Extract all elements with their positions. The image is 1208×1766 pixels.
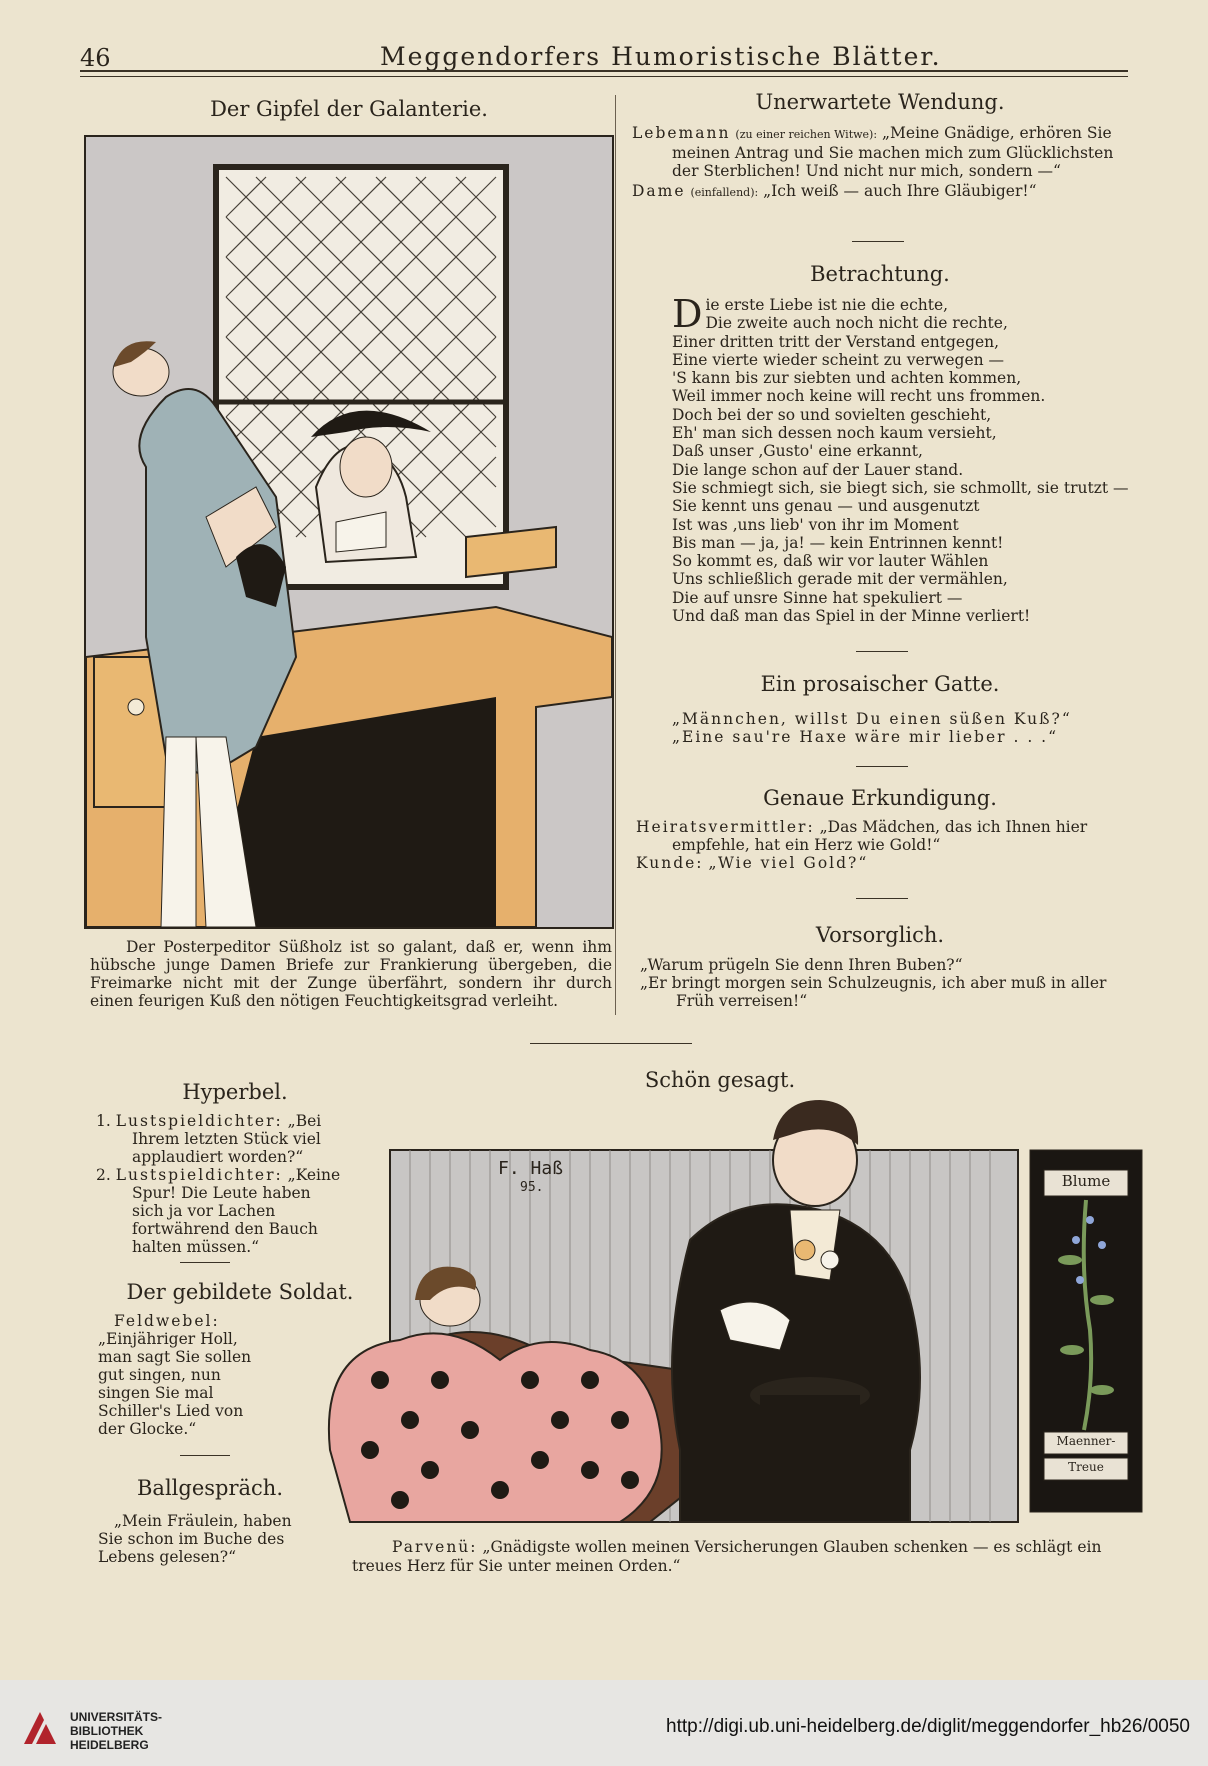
speaker-dame: Dame — [632, 182, 686, 200]
hyperbel-num-2: 2. — [96, 1166, 111, 1184]
dialogue-gatte — [672, 710, 1132, 746]
dialogue-vorsorglich — [640, 956, 1134, 1010]
article-title-hyperbel: Hyperbel. — [182, 1080, 288, 1104]
article-title-gatte: Ein prosaischer Gatte. — [760, 672, 1000, 696]
artist-signature: F. Haß — [498, 1158, 564, 1179]
poem-line: Die lange schon auf der Lauer stand. — [672, 460, 964, 479]
running-title: Meggendorfers Humoristische Blätter. — [380, 42, 942, 71]
poem-line: Weil immer noch keine will recht uns frommen. — [672, 387, 1046, 406]
article-title-erkundigung: Genaue Erkundigung. — [763, 786, 997, 810]
article-title-betrachtung: Betrachtung. — [810, 262, 950, 286]
hyperbel-speaker-1: Lustspieldichter: — [115, 1112, 283, 1130]
article-title-galanterie: Der Gipfel der Galanterie. — [210, 97, 488, 121]
line-heiratsvermittler: „Das Mädchen, das ich Ihnen hier empfehle, hat ein Herz wie Gold!“ — [672, 818, 1088, 854]
line-lebemann: „Meine Gnädige, erhören Sie meinen Antrag und Sie machen mich zum Glücklichsten der Sterblichen! Und nicht nur mich, sondern —“ — [672, 124, 1114, 180]
vorsorglich-line-2: „Er bringt morgen sein Schulzeugnis, ich aber muß in aller Früh verreisen!“ — [640, 974, 1107, 1010]
poem-betrachtung — [672, 292, 1129, 626]
poem-line: Ist was ‚uns lieb' von ihr im Moment — [672, 515, 959, 534]
speaker-parvenu: Parvenü: — [392, 1538, 478, 1556]
line-dame: „Ich weiß — auch Ihre Gläubiger!“ — [763, 182, 1037, 200]
poem-line: Uns schließlich gerade mit der vermählen, — [672, 570, 1008, 589]
caption-parvenu-text: „Gnädigste wollen meinen Versicherungen Glauben schenken — es schlägt ein treues Herz für Sie unter meinen Orden.“ — [352, 1538, 1102, 1575]
section-rule — [856, 766, 908, 767]
library-name-line-1: UNIVERSITÄTS- — [70, 1710, 163, 1724]
column-divider — [615, 95, 616, 1015]
dialogue-hyperbel — [96, 1112, 344, 1256]
poem-line: Die zweite auch noch nicht die rechte, — [705, 314, 1008, 333]
speaker-heiratsvermittler: Heiratsvermittler: — [636, 818, 815, 836]
article-title-schoen: Schön gesagt. — [644, 1068, 796, 1092]
library-name — [70, 1710, 162, 1752]
illustration-post-office — [84, 135, 614, 929]
poem-line: Und daß man das Spiel in der Minne verliert! — [672, 607, 1031, 626]
poem-line: Doch bei der so und sovielten geschieht, — [672, 405, 992, 424]
hyperbel-text-1: „Bei Ihrem letzten Stück viel applaudiert worden?“ — [132, 1112, 322, 1166]
header-rule — [80, 70, 1128, 77]
page-number: 46 — [80, 44, 111, 72]
poem-line: Daß unser ‚Gusto' eine erkannt, — [672, 442, 923, 461]
article-title-unerwartete: Unerwartete Wendung. — [755, 90, 1005, 114]
poem-line: ie erste Liebe ist nie die echte, — [705, 296, 949, 314]
poem-line: Die auf unsre Sinne hat spekuliert — — [672, 588, 963, 607]
poem-line: Sie kennt uns genau — und ausgenutzt — [672, 497, 980, 516]
section-rule — [180, 1262, 230, 1263]
line-kunde: „Wie viel Gold?“ — [708, 854, 869, 872]
poem-line: 'S kann bis zur siebten und achten kommen, — [672, 369, 1022, 388]
section-rule-wide — [530, 1043, 692, 1044]
hyperbel-speaker-2: Lustspieldichter: — [115, 1166, 283, 1184]
poem-line: Einer dritten tritt der Verstand entgegen, — [672, 332, 1000, 351]
article-title-vorsorglich: Vorsorglich. — [815, 923, 945, 947]
dialogue-ball: „Mein Fräulein, haben Sie schon im Buche des Lebens gelesen?“ — [98, 1512, 292, 1566]
panel-label-blume: Blume — [1061, 1172, 1111, 1190]
stage-direction-1: (zu einer reichen Witwe): — [735, 128, 878, 141]
source-url-link[interactable]: http://digi.ub.uni-heidelberg.de/diglit/meggendorfer_hb26/0050 — [666, 1716, 1190, 1737]
hyperbel-num-1: 1. — [96, 1112, 111, 1130]
library-logo-icon — [20, 1708, 60, 1748]
speaker-kunde: Kunde: — [636, 854, 704, 872]
caption-galanterie: Der Posterpeditor Süßholz ist so galant, daß er, wenn ihm hübsche junge Damen Briefe zur Frankierung übergeben, die Freimarke nicht mit der Zunge überfährt, sondern ihr durch einen feurigen Kuß den nötigen Feuchtigkeitsgrad verleiht. — [90, 938, 612, 1010]
dialogue-unerwartete — [632, 124, 1132, 202]
hyperbel-text-2: „Keine Spur! Die Leute haben sich ja vor Lachen fortwährend den Bauch halten müssen.“ — [132, 1166, 341, 1256]
artist-year: 95. — [520, 1180, 544, 1195]
poem-line: So kommt es, daß wir vor lauter Wählen — [672, 552, 989, 571]
article-title-ball: Ballgespräch. — [137, 1476, 283, 1500]
article-title-soldat: Der gebildete Soldat. — [126, 1280, 354, 1304]
dialogue-soldat — [98, 1312, 268, 1438]
speaker-feldwebel: Feldwebel: — [114, 1312, 220, 1330]
dialogue-erkundigung — [636, 818, 1134, 872]
soldat-text: „Einjähriger Holl, man sagt Sie sollen gut singen, nun singen Sie mal Schiller's Lied von der Glocke.“ — [98, 1330, 252, 1438]
panel-label-treue: Treue — [1068, 1460, 1104, 1474]
vorsorglich-line-1: „Warum prügeln Sie denn Ihren Buben?“ — [640, 956, 963, 974]
poem-line: Bis man — ja, ja! — kein Entrinnen kennt! — [672, 533, 1004, 552]
library-name-line-3: HEIDELBERG — [70, 1738, 149, 1752]
stage-direction-2: (einfallend): — [690, 186, 759, 199]
library-name-line-2: BIBLIOTHEK — [70, 1724, 144, 1738]
caption-parvenu — [352, 1538, 1142, 1576]
section-rule — [180, 1455, 230, 1456]
section-rule — [852, 241, 904, 242]
panel-label-maenner: Maenner- — [1056, 1434, 1116, 1448]
speaker-lebemann: Lebemann — [632, 124, 731, 142]
footer-bar — [0, 1680, 1208, 1766]
gatte-line-1: „Männchen, willst Du einen süßen Kuß?“ — [672, 710, 1072, 728]
illustration-parvenu — [390, 1150, 1142, 1522]
poem-line: Eh' man sich dessen noch kaum versieht, — [672, 424, 997, 443]
poem-line: Sie schmiegt sich, sie biegt sich, sie schmollt, sie trutzt — — [672, 478, 1129, 497]
section-rule — [856, 898, 908, 899]
section-rule — [856, 651, 908, 652]
gatte-line-2: „Eine sau're Haxe wäre mir lieber . . .“ — [672, 728, 1059, 746]
poem-line: Eine vierte wieder scheint zu verwegen — — [672, 350, 1005, 369]
poem-dropcap: D — [672, 292, 703, 336]
